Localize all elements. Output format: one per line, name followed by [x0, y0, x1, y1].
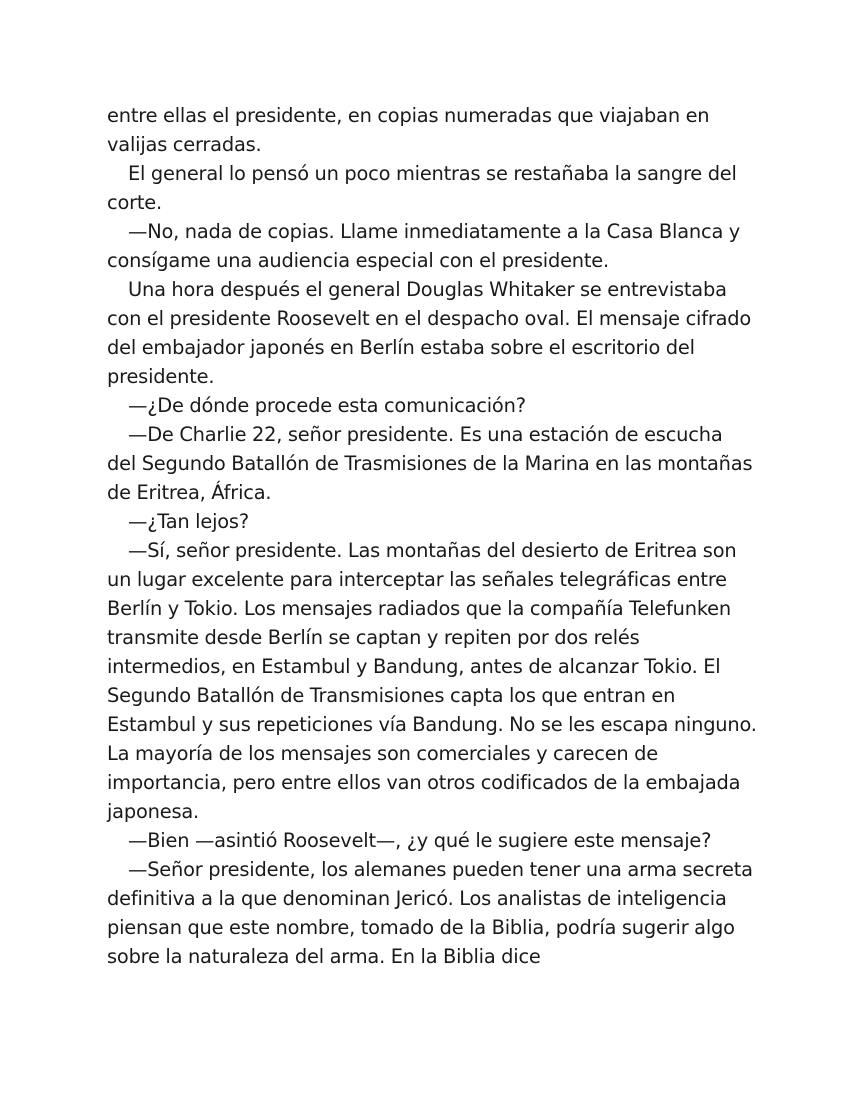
paragraph-9: —Bien —asintió Roosevelt—, ¿y qué le sugiere este mensaje?	[128, 829, 712, 852]
paragraph-3: —No, nada de copias. Llame inmediatamente a la Casa Blanca y consígame una audiencia especial con el presidente.	[107, 220, 741, 272]
paragraph-4: Una hora después el general Douglas Whitaker se entrevistaba con el presidente Roosevelt en el despacho oval. El mensaje cifrado del embajador japonés en Berlín estaba sobre el escritorio del presidente.	[107, 278, 752, 388]
paragraph-7: —¿Tan lejos?	[128, 510, 249, 533]
paragraph-2: El general lo pensó un poco mientras se restañaba la sangre del corte.	[107, 162, 737, 214]
paragraph-1: entre ellas el presidente, en copias numeradas que viajaban en valijas cerradas.	[107, 104, 710, 156]
paragraph-6: —De Charlie 22, señor presidente. Es una estación de escucha del Segundo Batallón de Trasmisiones de la Marina en las montañas de Eritrea, África.	[107, 423, 753, 504]
book-page	[107, 101, 757, 971]
paragraph-5: —¿De dónde procede esta comunicación?	[128, 394, 526, 417]
paragraph-8: —Sí, señor presidente. Las montañas del desierto de Eritrea son un lugar excelente para interceptar las señales telegráficas entre Berlín y Tokio. Los mensajes radiados que la compañía Telefunken transmite desde Berlín se captan y repiten por dos relés intermedios, en Estambul y Bandung, antes de alcanzar Tokio. El Segundo Batallón de Transmisiones capta los que entran en Estambul y sus repeticiones vía Bandung. No se les escapa ninguno. La mayoría de los mensajes son comerciales y carecen de importancia, pero entre ellos van otros codificados de la embajada japonesa.	[107, 539, 757, 823]
paragraph-10: —Señor presidente, los alemanes pueden tener una arma secreta definitiva a la que denominan Jericó. Los analistas de inteligencia piensan que este nombre, tomado de la Biblia, podría sugerir algo sobre la naturaleza del arma. En la Biblia dice	[107, 858, 753, 968]
